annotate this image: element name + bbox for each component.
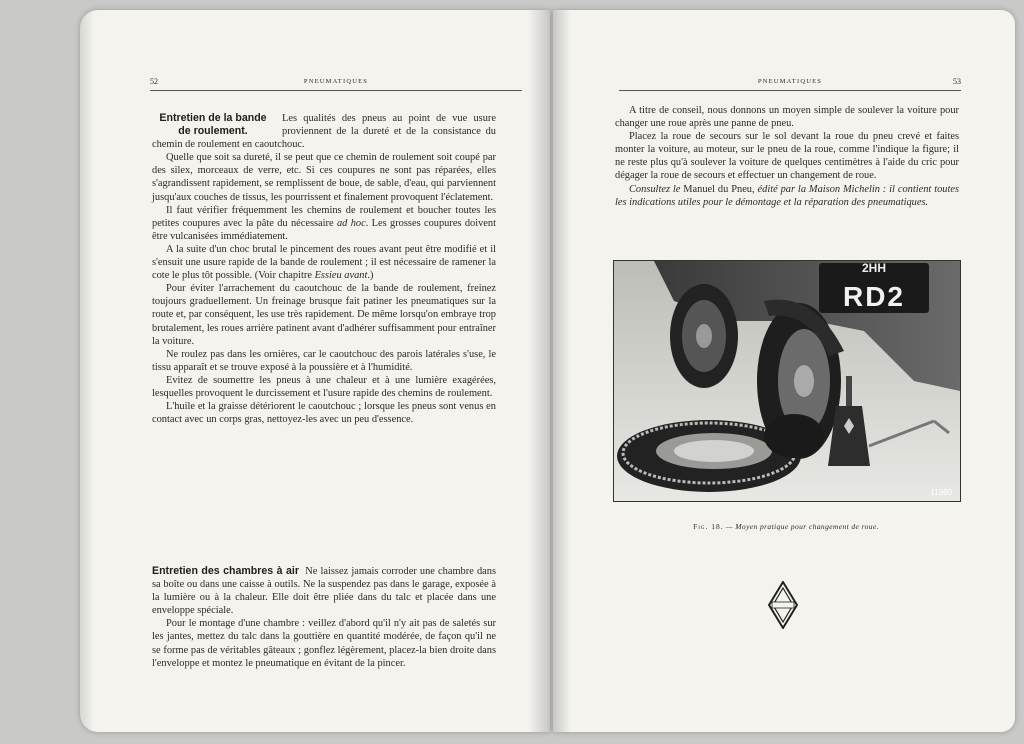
running-title: PNEUMATIQUES — [757, 78, 823, 85]
section-heading-tread: Entretien de la bande de roulement. — [159, 112, 267, 137]
left-body-text-2 — [152, 565, 496, 670]
left-page — [80, 10, 550, 732]
paragraph: Pour éviter l'arrachement du caoutchouc de la bande de roulement, freinez toujours graduellement. Un freinage brusque fait patiner les pneumatiques sur la route et, par conséquent, les use très rapidement. De même lorsqu'on embraye trop brutalement, les roues arrière patinent avant d'adhérer suffisamment pour entraîner la voiture. — [152, 283, 496, 347]
running-title: PNEUMATIQUES — [303, 78, 369, 85]
rear-wheel-graphic — [670, 284, 738, 388]
left-body-text — [152, 112, 496, 426]
photo-number: 11960 — [930, 488, 952, 497]
running-header — [619, 76, 961, 90]
paragraph: A la suite d'un choc brutal le pincement des roues avant peut être modifié et il s'ensuit une usure rapide de la bande de roulement ; il est nécessaire de ramener la cote le plus tôt possible. (Voir chapitre Essieu avant.) — [152, 243, 496, 282]
paragraph: Les qualités des pneus au point de vue usure proviennent de la dureté et de la consistance du chemin de roulement en caoutchouc. — [152, 113, 496, 151]
paragraph: Consultez le Manuel du Pneu, édité par la Maison Michelin : il contient toutes les indications utiles pour le démontage et la réparation des pneumatiques. — [615, 183, 960, 208]
header-rule — [150, 90, 522, 91]
header-rule — [619, 90, 961, 91]
right-page — [553, 10, 1015, 732]
renault-diamond-logo — [768, 581, 798, 629]
caption-text: — Moyen pratique pour changement de roue. — [723, 522, 879, 531]
running-header — [150, 76, 522, 90]
paragraph: Pour le montage d'une chambre : veillez d'abord qu'il n'y ait pas de saletés sur les jantes, mettez du talc dans la gouttière en quantité modérée, de façon qu'il ne se forme pas de véritables gâteaux ; gonflez légèrement, placez-la bien droite dans l'enveloppe et montez le pneumatique en évitant de la pincer. — [152, 618, 496, 669]
number-plate — [819, 261, 929, 313]
figure-caption — [613, 522, 959, 531]
right-body-text — [615, 104, 959, 209]
paragraph: Evitez de soumettre les pneus à une chaleur et à une lumière exagérées, lesquelles provoquent le durcissement et l'usure rapide des chemins de roulement. — [152, 374, 496, 399]
caption-label: Fig. 18. — [693, 522, 724, 531]
section-heading-tubes: Entretien des chambres à air — [152, 565, 299, 577]
paragraph: Quelle que soit sa dureté, il se peut que ce chemin de roulement soit coupé par des silex, morceaux de verre, etc. Si ces coupures ne sont pas réparées, elles s'agrandissent rapidement, se remplissent de boue, de sable, d'eau, qui parviennent jusqu'aux couches de tissus, les pourrissent et finalement provoquent l'éclatement. — [152, 152, 496, 203]
page-edge-shadow — [80, 10, 94, 732]
paragraph: A titre de conseil, nous donnons un moyen simple de soulever la voiture pour changer une roue après une panne de pneu. — [615, 105, 959, 130]
photo-illustration — [614, 261, 960, 501]
page-number: 52 — [150, 77, 158, 86]
plate-top-text: 2HH — [861, 261, 887, 275]
figure-photo — [613, 260, 961, 502]
page-number: 53 — [953, 77, 961, 86]
gutter-shadow — [553, 10, 571, 732]
paragraph: Entretien des chambres à air Ne laissez jamais corroder une chambre dans sa boîte ou dans une caisse à outils. Ne la suspendez pas dans le garage, exposée à la lumière ou à la chaleur. Elle doit être pliée dans du talc et placée dans une enveloppe spéciale. — [152, 565, 496, 617]
gutter-shadow — [528, 10, 550, 732]
paragraph: Placez la roue de secours sur le sol devant la roue du pneu crevé et faites monter la voiture, au moteur, sur le pneu de la roue, comme l'indique la figure; il ne reste plus qu'à soulever la voiture de quelques centimètres à l'aide du cric pour dégager la roue de secours et effectuer un changement de roue. — [615, 131, 959, 182]
plate-text: RD2 — [842, 281, 906, 312]
paragraph: L'huile et la graisse détériorent le caoutchouc ; lorsque les pneus sont venus en contact avec un corps gras, nettoyez-les avec un peu d'essence. — [152, 401, 496, 426]
paragraph: Ne roulez pas dans les ornières, car le caoutchouc des parois latérales s'use, le tissu apparaît et se trouve exposé à la poussière et à l'humidité. — [152, 348, 496, 373]
paragraph: Il faut vérifier fréquemment les chemins de roulement et boucher toutes les petites coupures avec la pâte du nécessaire ad hoc. Les grosses coupures doivent être vulcanisées immédiatement. — [152, 204, 496, 242]
